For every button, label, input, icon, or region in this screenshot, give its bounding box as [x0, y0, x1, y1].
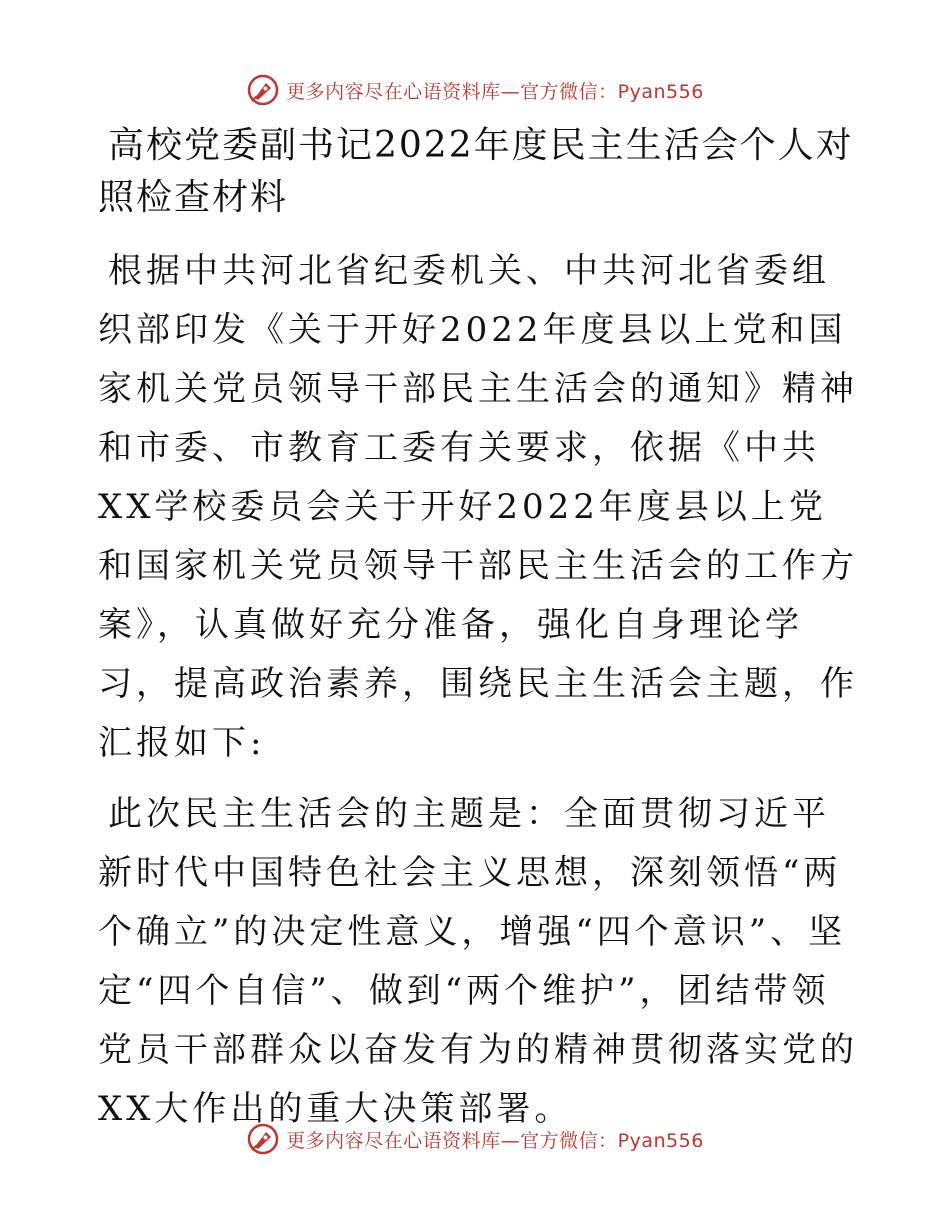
footer-watermark: [0, 1117, 950, 1161]
document-body: [98, 120, 858, 1151]
paragraph-theme: 此次民主生活会的主题是：全面贯彻习近平新时代中国特色社会主义思想，深刻领悟“两个确立”的决定性意义，增强“四个意识”、坚定“四个自信”、做到“两个维护”，团结带领党员干部群众以奋发有为的精神贯彻落实党的XX大作出的重大决策部署。: [98, 794, 858, 1129]
pen-nib-logo-icon: [246, 1122, 280, 1156]
header-watermark: [0, 68, 950, 112]
header-watermark-text: 更多内容尽在心语资料库—官方微信：Pyan556: [286, 80, 704, 103]
document-title: 高校党委副书记2022年度民主生活会个人对照检查材料: [98, 125, 854, 218]
footer-watermark-text: 更多内容尽在心语资料库—官方微信：Pyan556: [286, 1129, 704, 1152]
pen-nib-logo-icon: [246, 73, 280, 107]
paragraph-intro: 根据中共河北省纪委机关、中共河北省委组织部印发《关于开好2022年度县以上党和国家机关党员领导干部民主生活会的通知》精神和市委、市教育工委有关要求，依据《中共XX学校委员会关于开好2022年度县以上党和国家机关党员领导干部民主生活会的工作方案》，认真做好充分准备，强化自身理论学习，提高政治素养，围绕民主生活会主题，作汇报如下:: [98, 251, 858, 763]
